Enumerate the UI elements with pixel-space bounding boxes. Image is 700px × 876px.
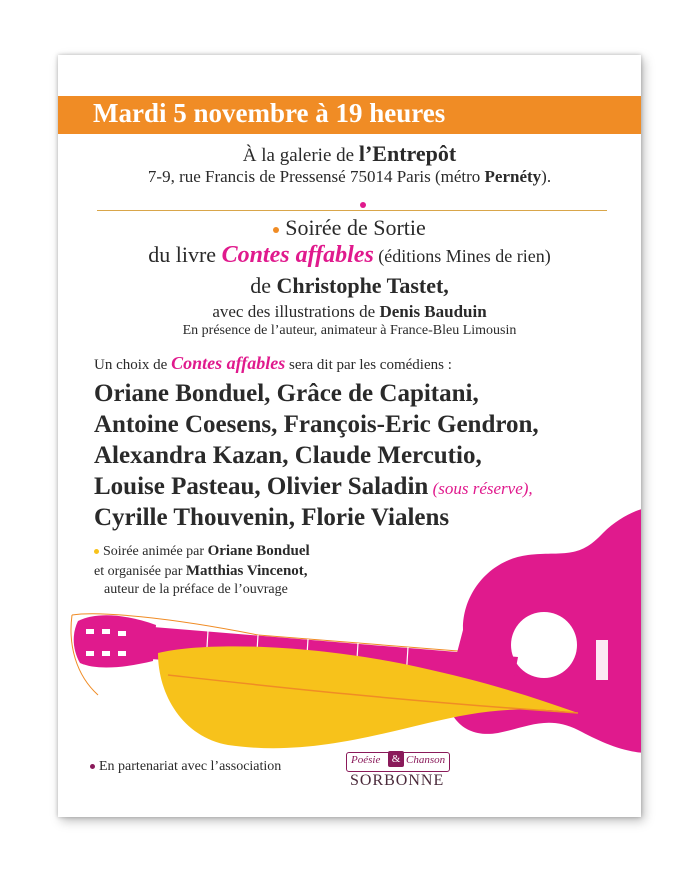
illustrator: Denis Bauduin: [379, 302, 487, 321]
organizer-role: auteur de la préface de l’ouvrage: [104, 582, 288, 597]
event-title: Soirée de Sortie: [285, 215, 426, 240]
venue-name: l’Entrepôt: [358, 141, 457, 166]
actors-line-2: Antoine Coesens, François-Eric Gendron,: [94, 411, 539, 438]
guitar-feather-illustration: [58, 55, 641, 817]
reservation-note: (sous réserve),: [428, 479, 533, 498]
guitar-headstock-icon: [74, 615, 156, 667]
actors-line-5: Cyrille Thouvenin, Florie Vialens: [94, 504, 450, 531]
metro-station: Pernéty: [484, 167, 542, 186]
author-line: de Christophe Tastet,: [250, 273, 449, 298]
association-logo: Poésie & Chanson SORBONNE: [346, 752, 451, 772]
actors-line-1: Oriane Bonduel, Grâce de Capitani,: [94, 380, 479, 407]
partner-line: En partenariat avec l’association: [90, 759, 281, 775]
invitation-card: [58, 55, 641, 817]
book-line: du livre Contes affables (éditions Mines de rien): [148, 242, 551, 268]
date-time: Mardi 5 novembre à 19 heures: [93, 98, 446, 128]
illustrations-line: avec des illustrations de Denis Bauduin: [212, 302, 487, 321]
author: Christophe Tastet,: [276, 273, 449, 298]
address-line: 7-9, rue Francis de Pressensé 75014 Paris (métro Pernéty).: [147, 167, 552, 186]
presence-line: En présence de l’auteur, animateur à France-Bleu Limousin: [182, 323, 517, 338]
purple-bullet-icon: [90, 764, 95, 769]
actors-line-3: Alexandra Kazan, Claude Mercutio,: [94, 442, 482, 469]
organizer-line: et organisée par Matthias Vincenot,: [94, 563, 308, 579]
sorbonne-text: SORBONNE: [350, 772, 445, 789]
sound-hole-icon: [511, 612, 577, 678]
book-title: Contes affables: [221, 242, 374, 268]
actors-line-4: Louise Pasteau, Olivier Saladin (sous réserve),: [94, 473, 533, 500]
publisher: (éditions Mines de rien): [373, 246, 551, 266]
yellow-bullet-icon: [94, 549, 99, 554]
host-line: Soirée animée par Oriane Bonduel: [94, 543, 310, 560]
venue-line: À la galerie de l’Entrepôt: [242, 141, 457, 166]
host-name: Oriane Bonduel: [207, 543, 310, 559]
reading-book-title: Contes affables: [171, 353, 286, 373]
reading-intro: Un choix de Contes affables sera dit par les comédiens :: [94, 353, 452, 373]
organizer-name: Matthias Vincenot,: [185, 563, 308, 579]
